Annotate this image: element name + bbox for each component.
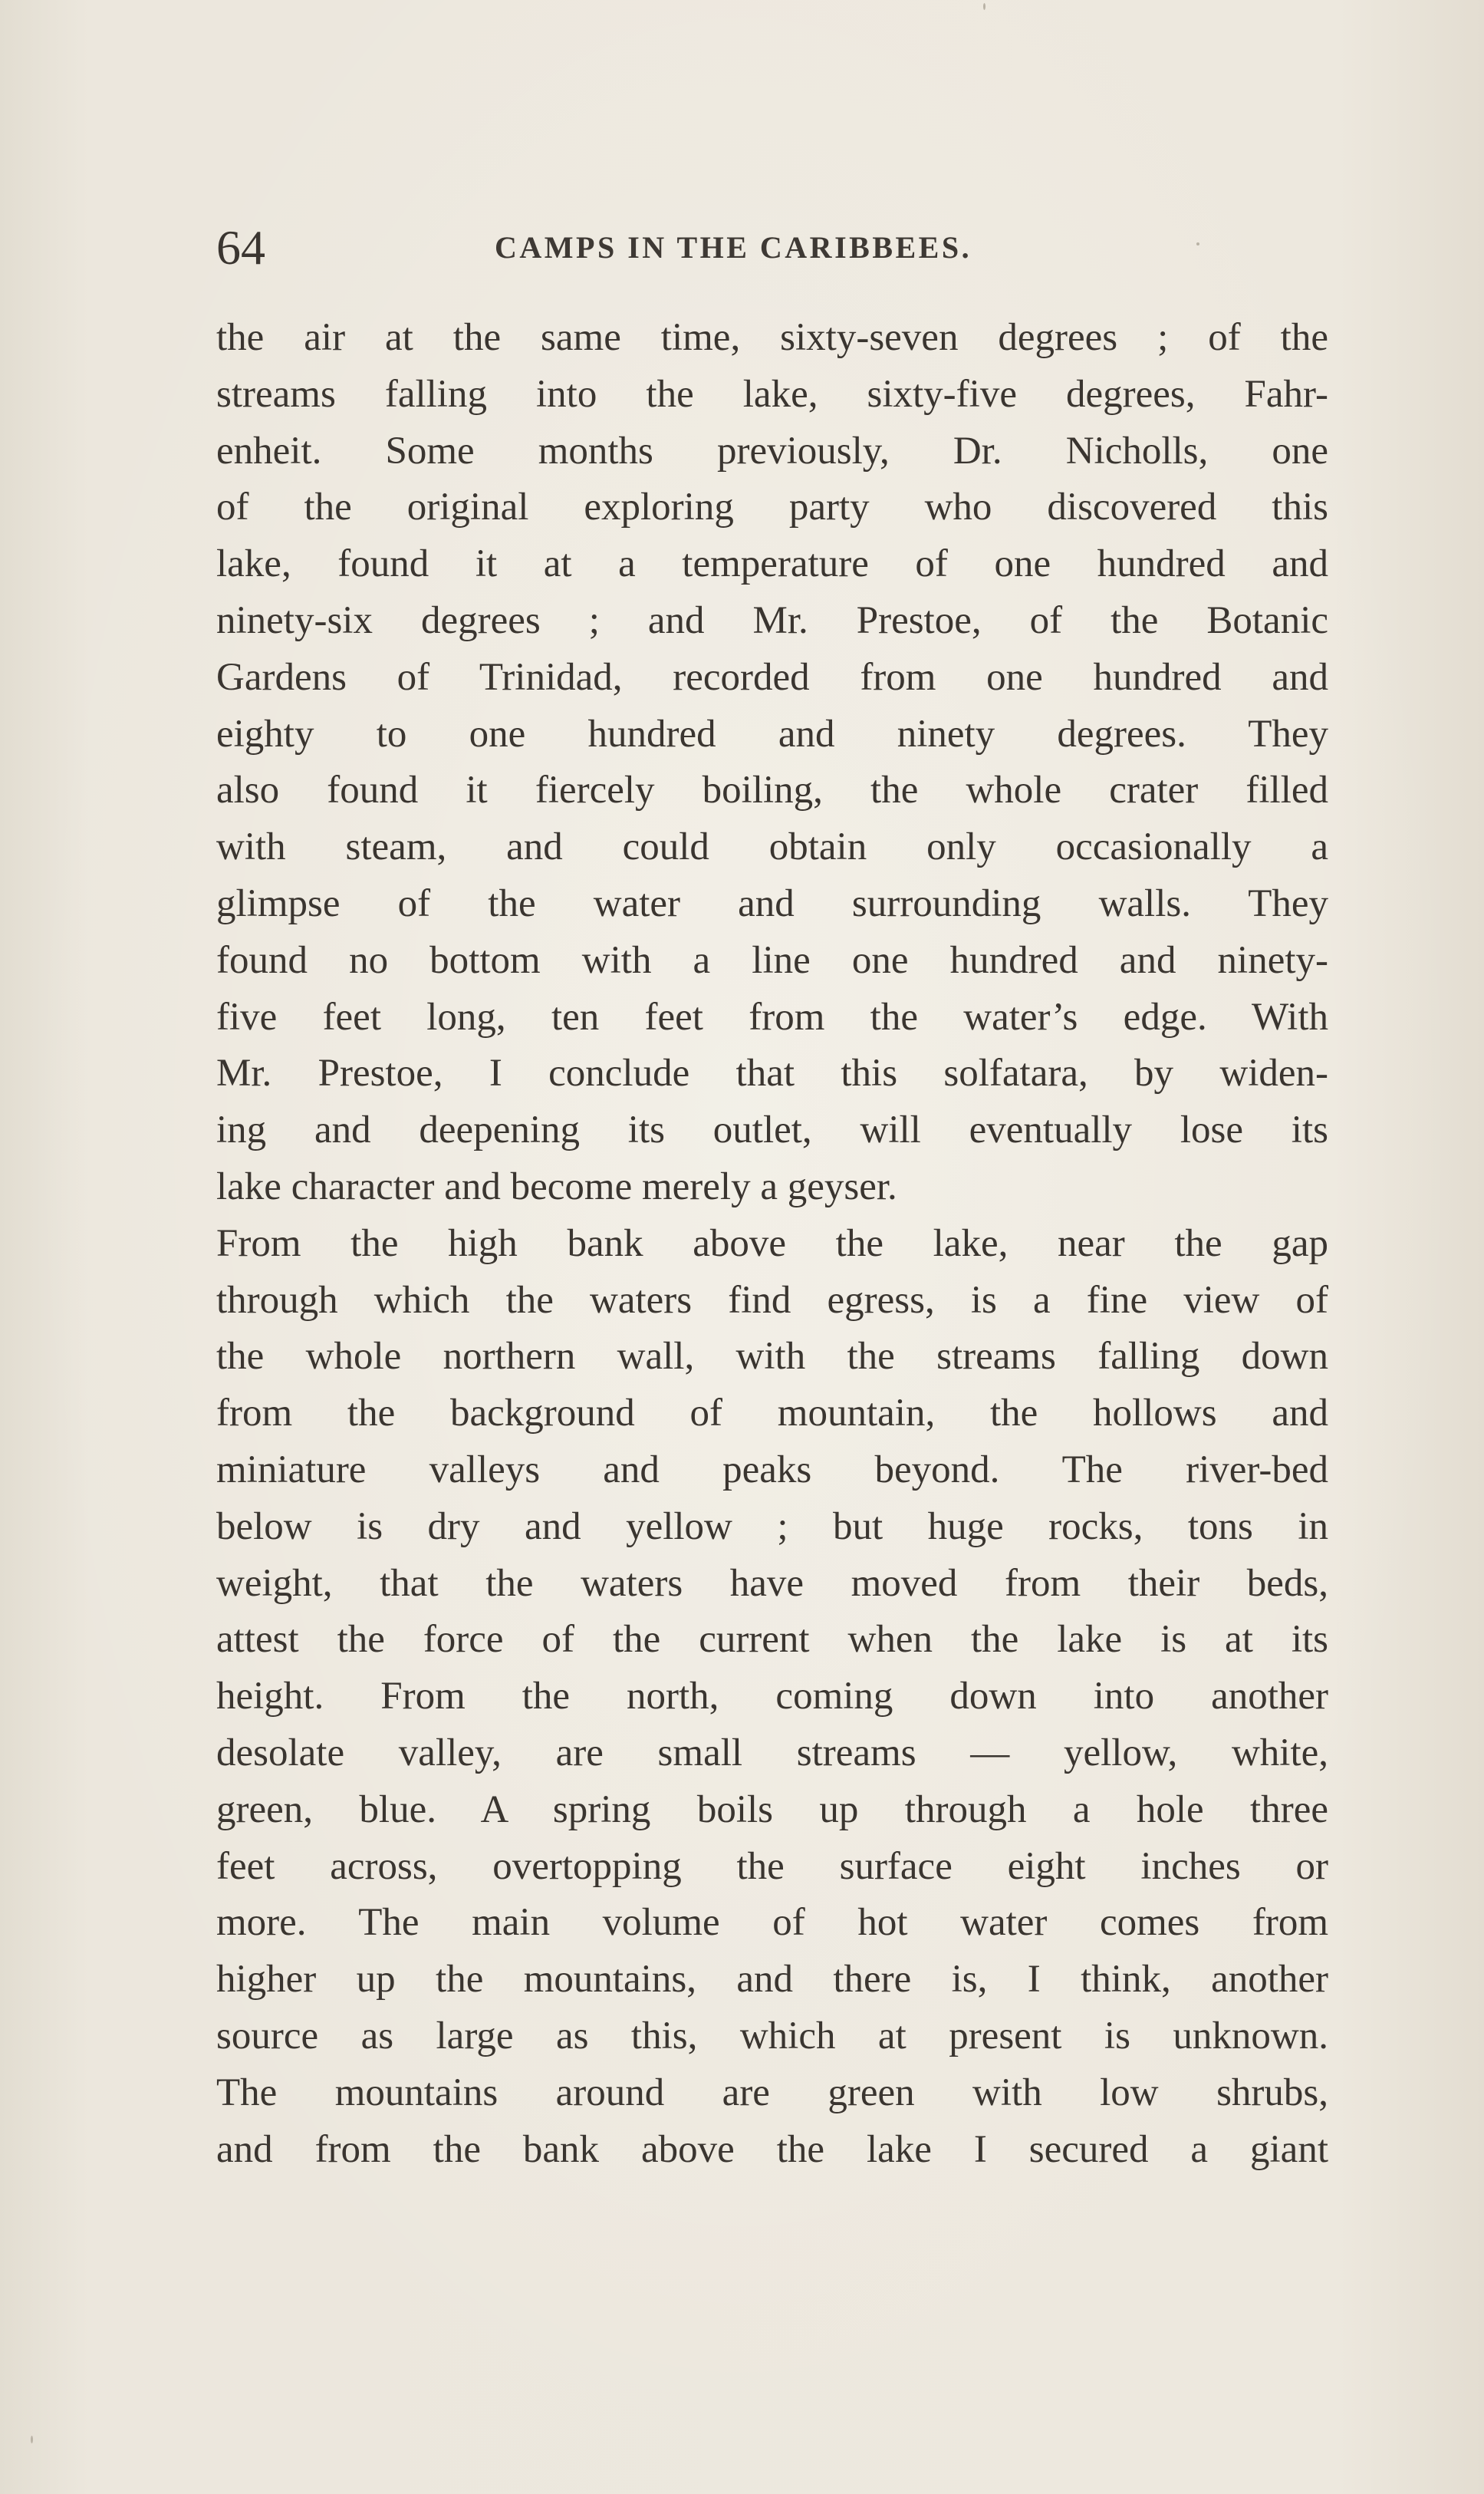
text-line: feet across, overtopping the surface eight inches or	[216, 1844, 1328, 1888]
page-number: 64	[216, 220, 265, 275]
text-line: height. From the north, coming down into another	[216, 1675, 1328, 1718]
text-line: also found it fiercely boiling, the whole crater filled	[216, 769, 1328, 812]
text-line: higher up the mountains, and there is, I think, another	[216, 1958, 1328, 2001]
text-line: found no bottom with a line one hundred and ninety-	[216, 938, 1328, 982]
text-line: the air at the same time, sixty-seven degrees ; of the	[216, 316, 1328, 359]
text-line: glimpse of the water and surrounding walls. They	[216, 881, 1328, 925]
text-line: more. The main volume of hot water comes from	[216, 1901, 1328, 1945]
text-line: and from the bank above the lake I secured a giant	[216, 2127, 1328, 2171]
text-line: five feet long, ten feet from the water’s edge. With	[216, 995, 1328, 1039]
text-line: Mr. Prestoe, I conclude that this solfatara, by widen-	[216, 1052, 1328, 1095]
text-line: below is dry and yellow ; but huge rocks, tons in	[216, 1504, 1328, 1548]
text-line: lake character and become merely a geyser.	[216, 1165, 897, 1208]
running-title: CAMPS IN THE CARIBBEES.	[495, 230, 972, 265]
text-line: enheit. Some months previously, Dr. Nicholls, one	[216, 429, 1328, 473]
text-line: from the background of mountain, the hollows and	[216, 1392, 1328, 1435]
paper-speck	[31, 2436, 33, 2443]
text-line: Gardens of Trinidad, recorded from one hundred and	[216, 655, 1328, 699]
running-head	[216, 213, 1328, 282]
text-line: miniature valleys and peaks beyond. The river-bed	[216, 1448, 1328, 1491]
text-line: ninety-six degrees ; and Mr. Prestoe, of the Botanic	[216, 598, 1328, 642]
text-line: of the original exploring party who discovered this	[216, 486, 1328, 529]
text-line: The mountains around are green with low shrubs,	[216, 2071, 1328, 2114]
body-text	[216, 310, 1328, 2178]
text-line: the whole northern wall, with the streams falling down	[216, 1335, 1328, 1379]
paper-speck	[983, 3, 985, 10]
text-line: green, blue. A spring boils up through a hole three	[216, 1787, 1328, 1831]
text-line: eighty to one hundred and ninety degrees. They	[216, 712, 1328, 756]
text-line: with steam, and could obtain only occasionally a	[216, 825, 1328, 869]
text-line: From the high bank above the lake, near the gap	[216, 1221, 1328, 1265]
text-line: desolate valley, are small streams — yellow, white,	[216, 1731, 1328, 1774]
text-line: source as large as this, which at present is unknown.	[216, 2014, 1328, 2057]
text-line: ing and deepening its outlet, will eventually lose its	[216, 1109, 1328, 1152]
text-line: streams falling into the lake, sixty-five degrees, Fahr-	[216, 372, 1328, 416]
text-line: through which the waters find egress, is a fine view of	[216, 1278, 1328, 1322]
paper-speck	[1196, 242, 1199, 245]
text-line: attest the force of the current when the lake is at its	[216, 1618, 1328, 1662]
text-line: lake, found it at a temperature of one hundred and	[216, 542, 1328, 586]
text-line: weight, that the waters have moved from their beds,	[216, 1561, 1328, 1605]
